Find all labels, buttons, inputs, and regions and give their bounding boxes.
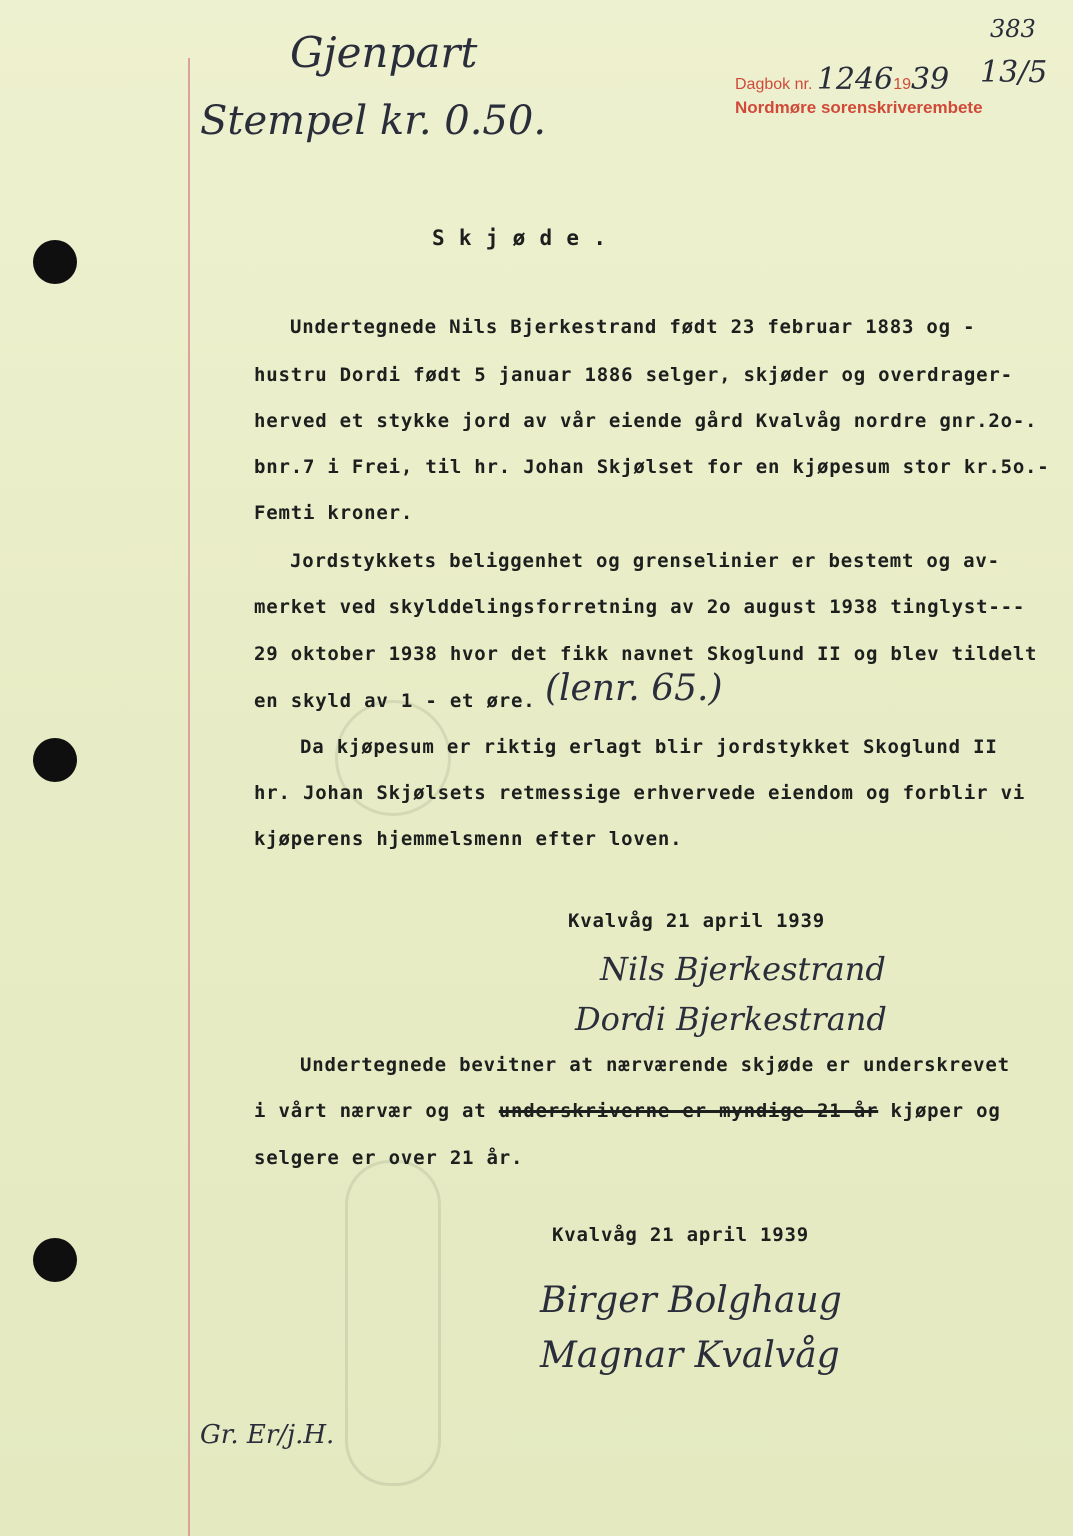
text-line-9: en skyld av 1 - et øre. <box>254 690 536 712</box>
handwritten-lnr-note: (lenr. 65.) <box>545 668 723 709</box>
handwritten-page-number: 383 <box>990 15 1036 43</box>
handwritten-registry-number: 1246 <box>816 62 894 97</box>
text-line-4: bnr.7 i Frei, til hr. Johan Skjølset for en kjøpesum stor kr.5o.- <box>254 456 1050 478</box>
stamp-year-prefix: 19 <box>893 76 911 93</box>
witness-line-2 <box>254 1102 1001 1121</box>
seller-signature-2: Dordi Bjerkestrand <box>575 1000 887 1038</box>
place-date-2: Kvalvåg 21 april 1939 <box>552 1224 810 1246</box>
place-date-1: Kvalvåg 21 april 1939 <box>568 910 826 932</box>
text-line-1: Undertegnede Nils Bjerkestrand født 23 februar 1883 og - <box>290 316 976 338</box>
text-line-3: herved et stykke jord av vår eiende gård Kvalvåg nordre gnr.2o-. <box>254 410 1038 432</box>
text-line-8: 29 oktober 1938 hvor det fikk navnet Skoglund II og blev tildelt <box>254 643 1038 665</box>
witness-line-3: selgere er over 21 år. <box>254 1147 524 1169</box>
text-line-2: hustru Dordi født 5 januar 1886 selger, skjøder og overdrager- <box>254 364 1013 386</box>
struck-through-text: underskriverne er myndige 21 år <box>498 1100 879 1122</box>
registry-stamp-line1 <box>735 62 949 97</box>
punch-hole-middle <box>33 738 77 782</box>
witness-signature-1: Birger Bolghaug <box>540 1280 842 1321</box>
handwritten-registry-year: 39 <box>911 62 950 97</box>
handwritten-stamp-fee: Stempel kr. 0.50. <box>200 98 547 144</box>
stamp-prefix: Dagbok nr. <box>735 76 813 93</box>
faint-seal-mark-lower <box>345 1160 441 1486</box>
punch-hole-top <box>33 240 77 284</box>
registry-stamp-line2: Nordmøre sorenskriverembete <box>735 98 983 117</box>
witness-line-2-end: kjøper og <box>890 1100 1001 1122</box>
handwritten-registry-date: 13/5 <box>980 55 1048 90</box>
text-line-12: kjøperens hjemmelsmenn efter loven. <box>254 828 683 850</box>
margin-line <box>188 58 190 1536</box>
seller-signature-1: Nils Bjerkestrand <box>600 950 886 988</box>
document-title: S k j ø d e . <box>432 226 607 250</box>
bottom-initials: Gr. Er/j.H. <box>200 1420 335 1450</box>
text-line-11: hr. Johan Skjølsets retmessige erhvervede eiendom og forblir vi <box>254 782 1026 804</box>
witness-line-2-start: i vårt nærvær og at <box>254 1100 487 1122</box>
text-line-7: merket ved skylddelingsforretning av 2o august 1938 tinglyst--- <box>254 596 1026 618</box>
handwritten-copy-note: Gjenpart <box>290 28 478 77</box>
punch-hole-bottom <box>33 1238 77 1282</box>
text-line-10: Da kjøpesum er riktig erlagt blir jordstykket Skoglund II <box>300 736 998 758</box>
text-line-5: Femti kroner. <box>254 502 414 524</box>
witness-line-1: Undertegnede bevitner at nærværende skjøde er underskrevet <box>300 1054 1010 1076</box>
witness-signature-2: Magnar Kvalvåg <box>540 1335 840 1376</box>
text-line-6: Jordstykkets beliggenhet og grenselinier er bestemt og av- <box>290 550 1000 572</box>
